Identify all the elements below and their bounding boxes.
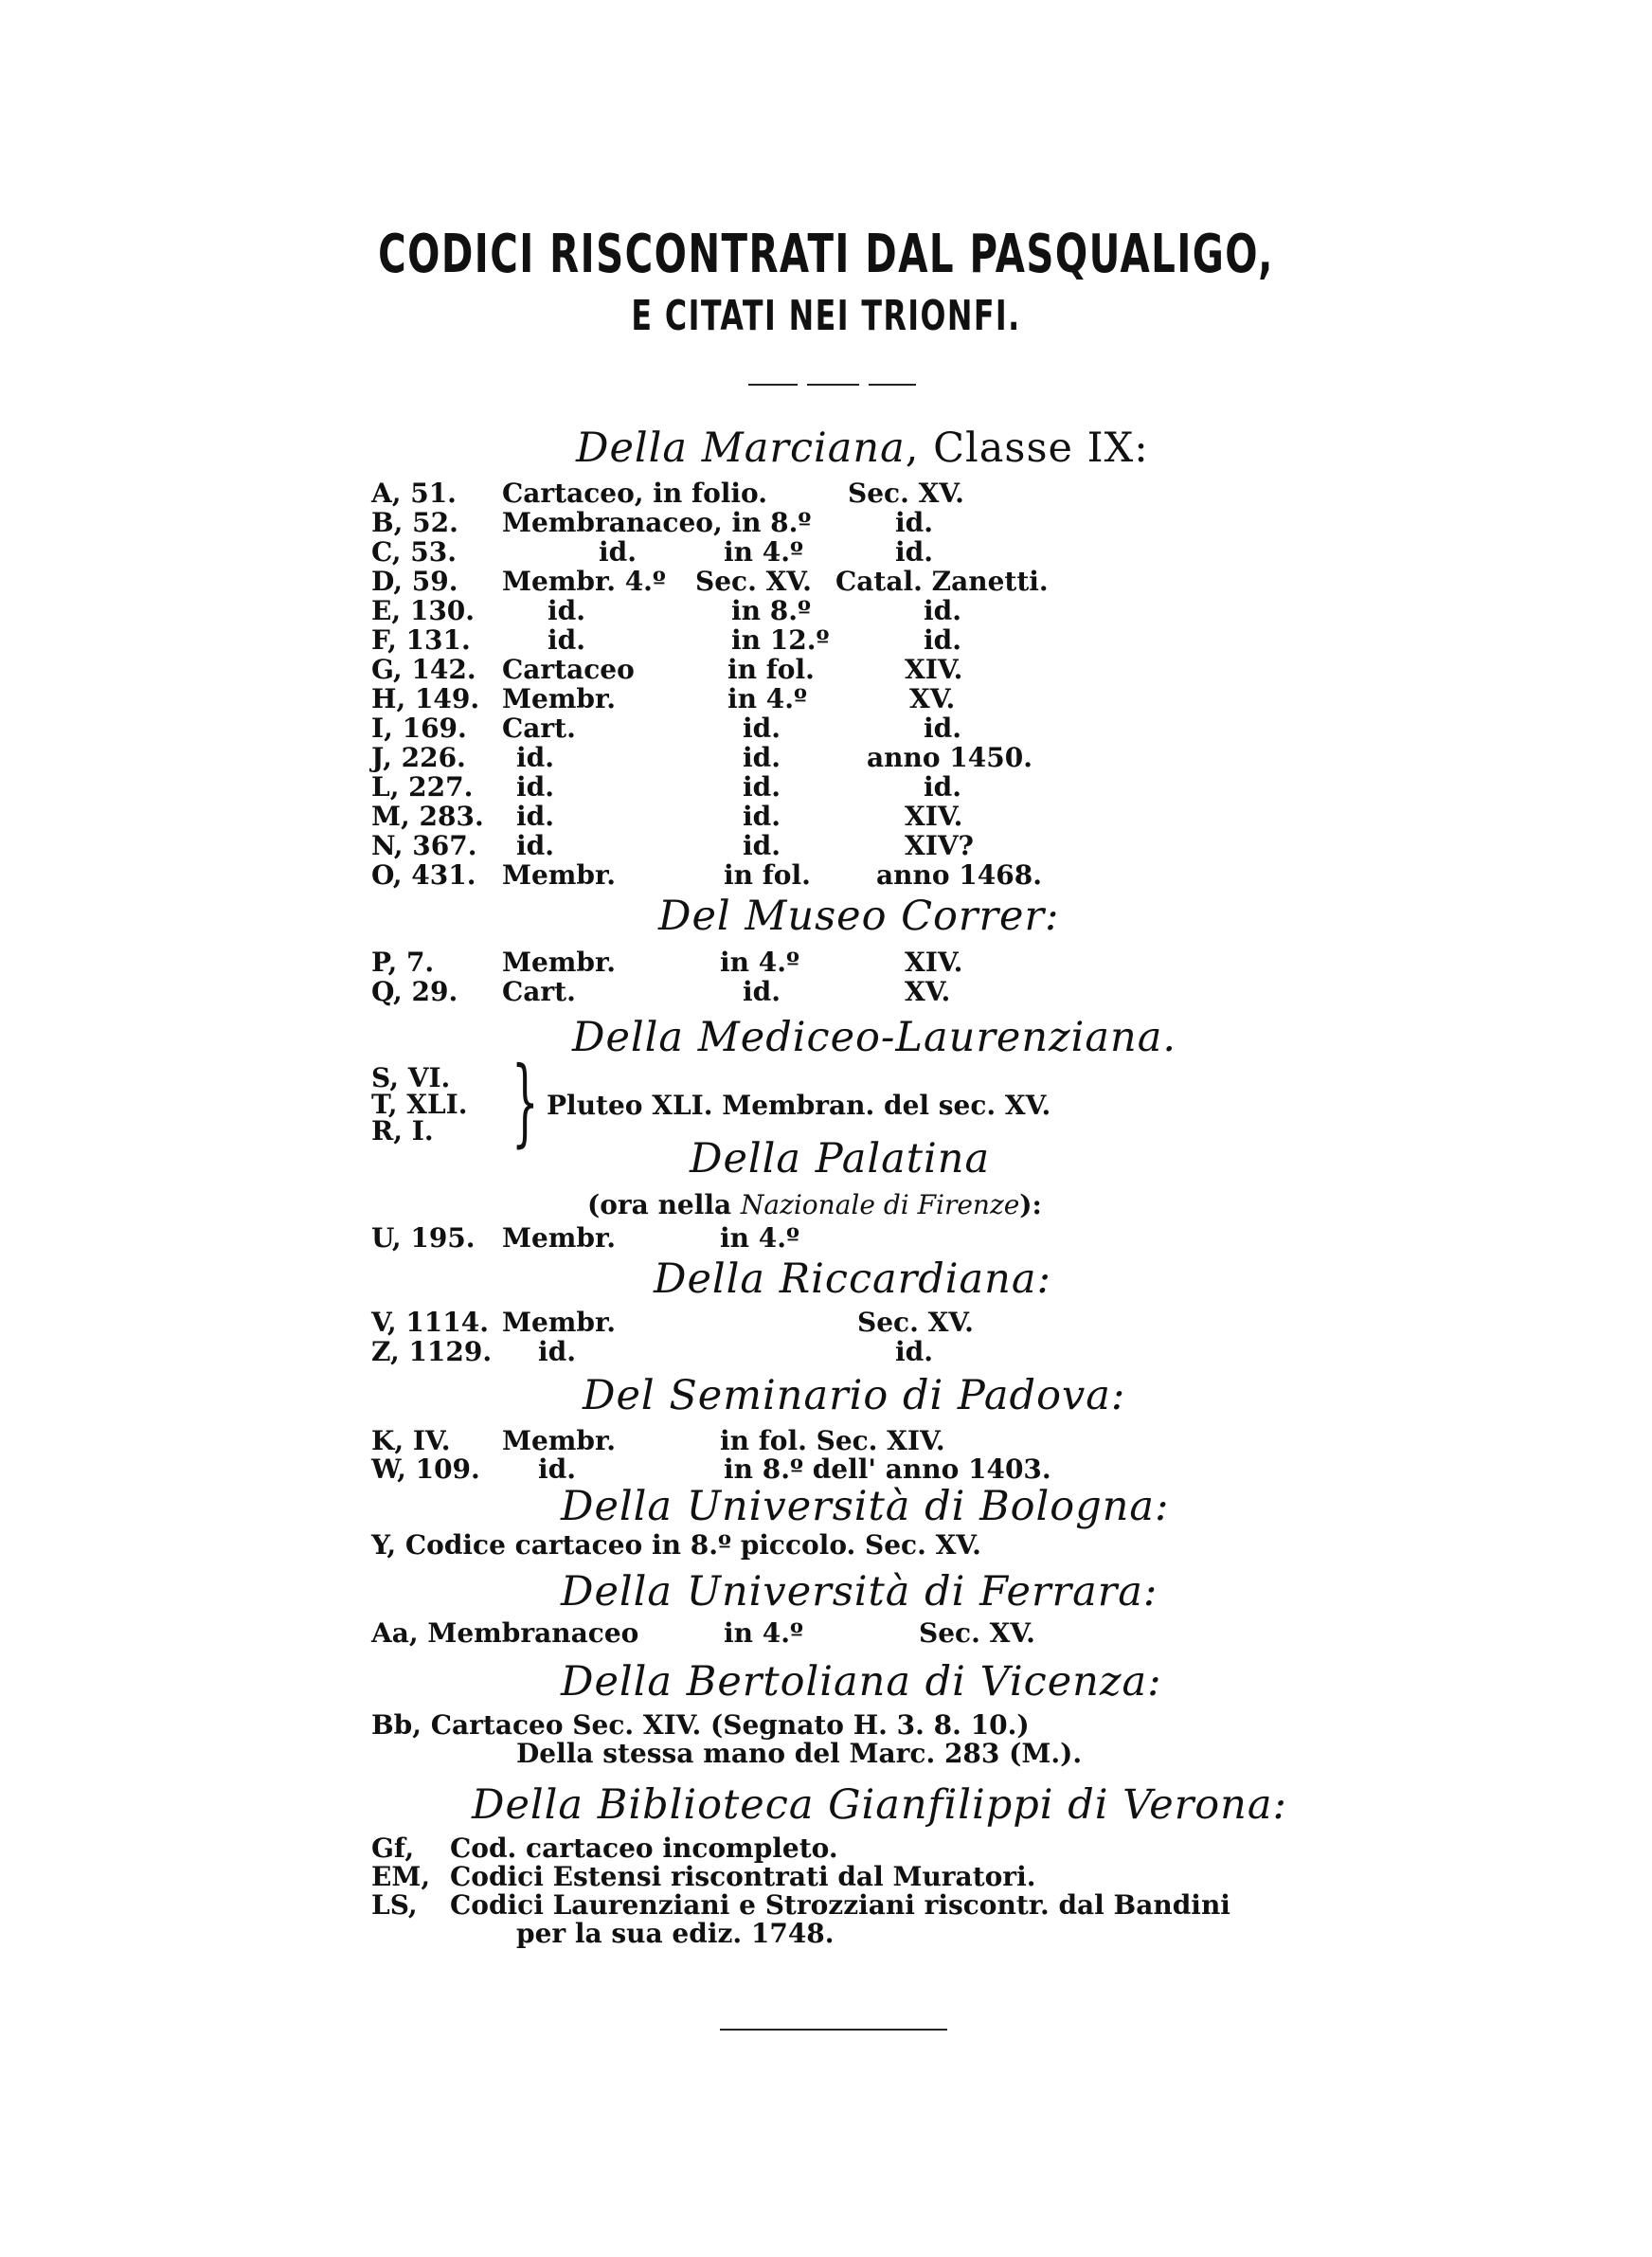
section-heading-ferrara: Della Università di Ferrara: xyxy=(561,1568,1158,1616)
table-row: V, 1114. Membr. Sec. XV. xyxy=(371,1307,974,1338)
list-item: LS, Codici Laurenziani e Strozziani riscontr. dal Bandini xyxy=(371,1889,1230,1921)
section-heading-riccardiana: Della Riccardiana: xyxy=(654,1255,1051,1303)
table-row: O, 431. Membr. in fol. anno 1468. xyxy=(371,859,1042,891)
table-row: I, 169. Cart. id. id. xyxy=(371,713,961,744)
table-row: W, 109. id. in 8.º dell' anno 1403. xyxy=(371,1454,1051,1485)
table-row: P, 7. Membr. in 4.º XIV. xyxy=(371,947,963,978)
page-subtitle: E CITATI NEI TRIONFI. xyxy=(631,292,1021,340)
vicenza-entry: Bb, Cartaceo Sec. XIV. (Segnato H. 3. 8. 10.) xyxy=(371,1709,1030,1741)
title-divider xyxy=(748,384,798,386)
palatina-note: (ora nella Nazionale di Firenze): xyxy=(587,1189,1042,1220)
section-heading-verona: Della Biblioteca Gianfilippi di Verona: xyxy=(472,1781,1287,1829)
table-row: A, 51. Cartaceo, in folio. Sec. XV. xyxy=(371,478,964,509)
section-heading-marciana: Della Marciana, Classe IX: xyxy=(576,424,1149,472)
table-row: Z, 1129. id. id. xyxy=(371,1336,933,1367)
section-heading-palatina: Della Palatina xyxy=(690,1135,991,1183)
section-heading-laurenziana: Della Mediceo-Laurenziana. xyxy=(572,1014,1177,1061)
closing-divider xyxy=(720,2029,947,2031)
list-item: Gf, Cod. cartaceo incompleto. xyxy=(371,1833,838,1864)
section-heading-padova: Del Seminario di Padova: xyxy=(583,1372,1126,1419)
table-row: Aa, Membranaceo in 4.º Sec. XV. xyxy=(371,1617,1035,1649)
page-title: CODICI RISCONTRATI DAL PASQUALIGO, xyxy=(378,224,1274,285)
table-row: C, 53. id. in 4.º id. xyxy=(371,536,933,568)
title-divider xyxy=(869,384,916,386)
curly-brace-icon: } xyxy=(512,1046,539,1157)
table-row: F, 131. id. in 12.º id. xyxy=(371,624,961,656)
table-row: L, 227. id. id. id. xyxy=(371,771,961,803)
laurenziana-description: Pluteo XLI. Membran. del sec. XV. xyxy=(547,1090,1051,1121)
section-heading-bologna: Della Università di Bologna: xyxy=(561,1483,1170,1530)
table-row: K, IV. Membr. in fol. Sec. XIV. xyxy=(371,1425,945,1456)
section-heading-correr: Del Museo Correr: xyxy=(658,893,1060,940)
section-heading-vicenza: Della Bertoliana di Vicenza: xyxy=(561,1658,1162,1706)
list-item: EM, Codici Estensi riscontrati dal Muratori. xyxy=(371,1861,1036,1892)
table-row: E, 130. id. in 8.º id. xyxy=(371,595,961,626)
table-row: G, 142. Cartaceo in fol. XIV. xyxy=(371,654,963,685)
table-row: H, 149. Membr. in 4.º XV. xyxy=(371,683,956,714)
bologna-entry: Y, Codice cartaceo in 8.º piccolo. Sec. XV. xyxy=(371,1529,981,1561)
title-divider xyxy=(807,384,859,386)
table-row: N, 367. id. id. XIV? xyxy=(371,830,974,861)
vicenza-note: Della stessa mano del Marc. 283 (M.). xyxy=(516,1738,1083,1769)
table-row: J, 226. id. id. anno 1450. xyxy=(371,742,1032,773)
verona-continuation: per la sua ediz. 1748. xyxy=(516,1918,835,1949)
table-row: U, 195. Membr. in 4.º xyxy=(371,1222,799,1254)
table-row: D, 59. Membr. 4.º Sec. XV. Catal. Zanetti. xyxy=(371,566,1049,597)
table-row: Q, 29. Cart. id. XV. xyxy=(371,976,951,1007)
table-row: M, 283. id. id. XIV. xyxy=(371,801,963,832)
table-row: B, 52. Membranaceo, in 8.º id. xyxy=(371,507,933,538)
